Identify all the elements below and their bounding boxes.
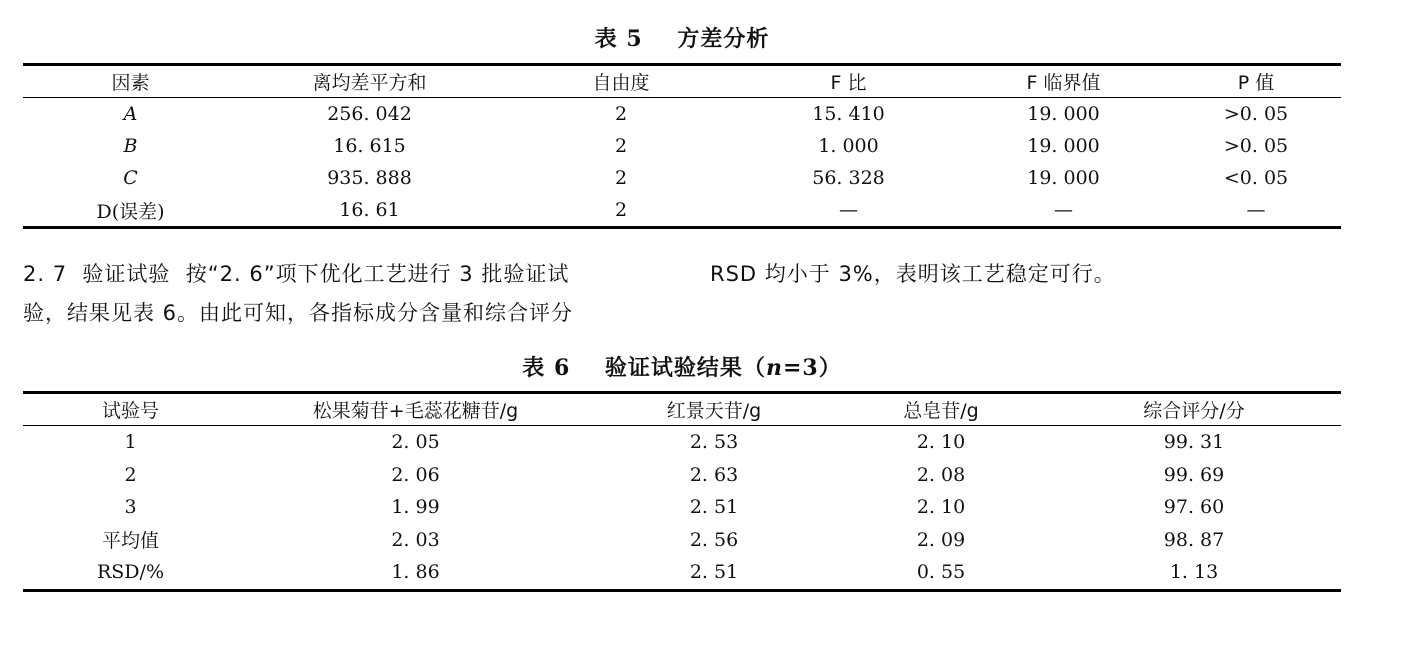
table-cell: 2. 10	[916, 496, 966, 519]
table-cell: 99. 31	[1163, 431, 1225, 454]
table-cell: 2. 51	[689, 496, 739, 519]
table-cell: 2	[614, 199, 628, 221]
table-cell: —	[1246, 199, 1266, 221]
table-cell: 2. 08	[916, 463, 966, 486]
table6-caption-eq: =3	[782, 355, 819, 381]
table5-header-df: 自由度	[501, 65, 741, 98]
table-cell: C	[123, 167, 138, 189]
table5-header-ss: 离均差平方和	[238, 65, 501, 98]
table-cell: 2. 03	[391, 528, 440, 551]
table5	[23, 63, 1341, 229]
table5-header-p-value: P 值	[1171, 65, 1341, 98]
table-row	[23, 524, 1341, 557]
table-cell: 98. 87	[1163, 528, 1225, 551]
table-row	[23, 130, 1341, 162]
table5-header-row	[23, 65, 1341, 98]
table-cell: 2	[614, 103, 628, 125]
table-cell: 3	[124, 496, 137, 519]
table6-header-row	[23, 393, 1341, 426]
table-row	[23, 556, 1341, 590]
table-cell: 2	[614, 167, 628, 189]
table-cell: 19. 000	[1027, 167, 1100, 189]
table5-caption-title: 方差分析	[677, 27, 770, 52]
table-cell: <0. 05	[1223, 167, 1289, 189]
table5-header-f-ratio: F 比	[741, 65, 956, 98]
table-cell: 2. 09	[916, 528, 966, 551]
table5-caption-prefix: 表	[594, 27, 618, 52]
table-cell: 0. 55	[916, 561, 966, 584]
table6-caption	[0, 351, 1364, 382]
table-cell: 2. 05	[391, 431, 440, 454]
table5-header-factor: 因素	[23, 65, 238, 98]
table-row	[23, 459, 1341, 492]
table-cell: —	[1054, 199, 1073, 221]
table-row	[23, 426, 1341, 459]
paragraph-line-2: 验，结果见表 6。由此可知，各指标成分含量和综合评分	[23, 301, 574, 325]
table-cell: 2. 56	[689, 528, 739, 551]
table-cell: B	[123, 135, 138, 157]
table-cell: 平均值	[101, 530, 159, 553]
table-cell: 19. 000	[1027, 103, 1100, 125]
table-cell: 2. 63	[689, 463, 739, 486]
table5-caption-number: 5	[626, 26, 643, 52]
table5-caption	[0, 22, 1364, 53]
paragraph-line-1: 2. 7 验证试验 按“2. 6”项下优化工艺进行 3 批验证试	[23, 262, 570, 286]
table6-caption-title: 验证试验结果	[604, 356, 743, 381]
table-cell: 2. 10	[916, 431, 966, 454]
table-cell: 15. 410	[812, 103, 885, 125]
table6-caption-n: n	[765, 355, 783, 381]
table6	[23, 391, 1341, 592]
table-cell: A	[123, 103, 138, 125]
table-row	[23, 194, 1341, 228]
table-cell: 2. 51	[689, 561, 739, 584]
table6-header-score: 综合评分/分	[1047, 393, 1341, 426]
table6-caption-paren-open: （	[742, 356, 766, 381]
table6-caption-prefix: 表	[522, 356, 546, 381]
table-cell: 19. 000	[1027, 135, 1100, 157]
table-cell: 99. 69	[1163, 463, 1225, 486]
table-row	[23, 98, 1341, 131]
table-cell: 16. 615	[333, 135, 406, 157]
table-cell: 2	[614, 135, 628, 157]
table6-header-salidroside: 红景天苷/g	[593, 393, 835, 426]
table-cell: 97. 60	[1163, 496, 1225, 519]
table-cell: 16. 61	[339, 199, 400, 221]
table6-caption-number: 6	[553, 355, 571, 381]
table-cell: 935. 888	[327, 167, 412, 189]
table-cell: >0. 05	[1223, 103, 1289, 125]
table-cell: 256. 042	[327, 103, 412, 125]
table-cell: 1. 86	[391, 561, 440, 584]
table-row	[23, 162, 1341, 194]
table-cell: 1. 99	[391, 496, 440, 519]
table-cell: 56. 328	[812, 167, 885, 189]
table5-header-f-critical: F 临界值	[956, 65, 1171, 98]
table-cell: 1. 13	[1169, 561, 1219, 584]
table-cell: 2. 06	[391, 463, 440, 486]
table6-header-echinacoside: 松果菊苷+毛蕊花糖苷/g	[238, 393, 593, 426]
table-cell: 2	[124, 463, 137, 486]
table6-caption-paren-close: ）	[818, 356, 842, 381]
table6-header-trial: 试验号	[23, 393, 238, 426]
table-row	[23, 491, 1341, 524]
table6-header-saponins: 总皂苷/g	[835, 393, 1047, 426]
table-cell: 1. 000	[818, 135, 879, 157]
table-cell: D(误差)	[96, 200, 165, 223]
paragraph-col2-line-1: RSD 均小于 3%，表明该工艺稳定可行。	[710, 262, 1116, 286]
table-cell: >0. 05	[1223, 135, 1289, 157]
table-cell: —	[839, 199, 858, 221]
table-cell: 1	[124, 431, 137, 454]
table-cell: RSD/%	[96, 561, 164, 584]
table-cell: 2. 53	[689, 431, 739, 454]
